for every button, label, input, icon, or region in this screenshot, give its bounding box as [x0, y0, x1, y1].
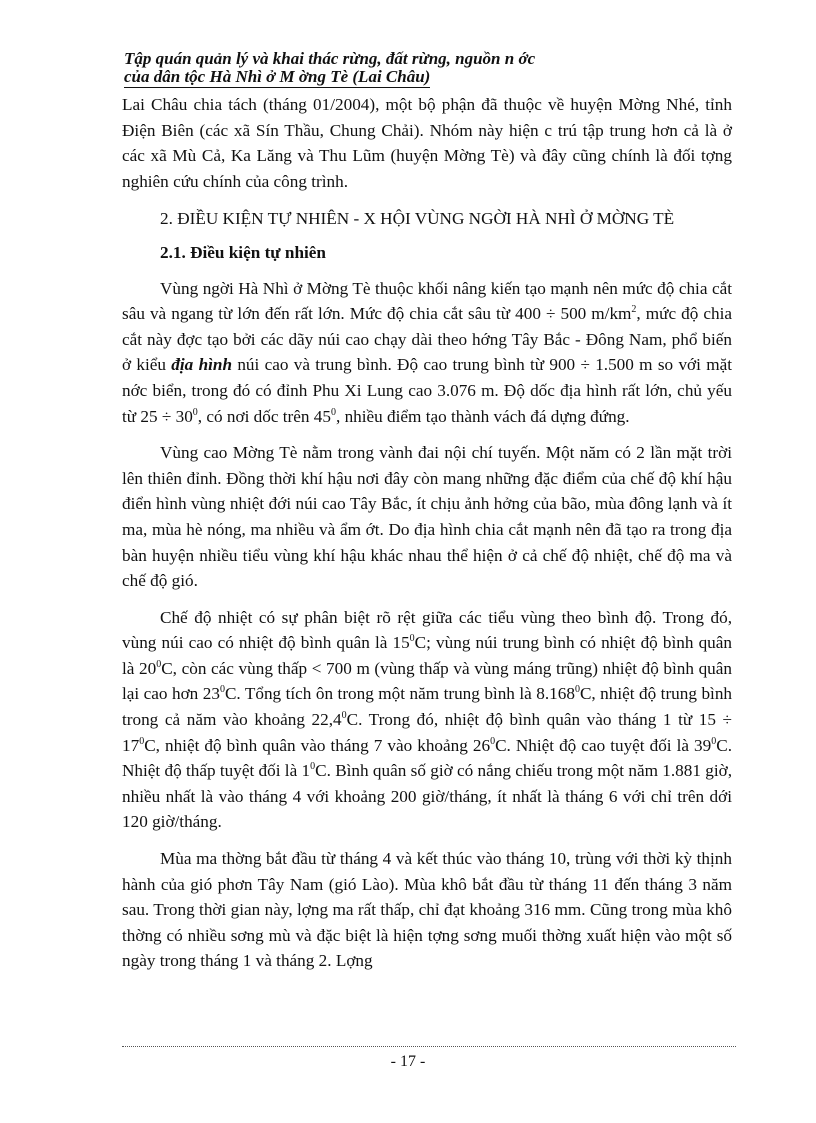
superscript: 0: [330, 406, 336, 418]
text-run: Vùng ngời Hà Nhì ở Mờng Tè thuộc khối nâng kiến tạo mạnh nên mức độ chia cắt sâu và ngang từ lớn đến rất lớn. Mức độ chia cắt sâu từ 400 ÷ 500 m/km: [122, 278, 732, 324]
text-run: , có nơi dốc trên 45: [197, 406, 331, 426]
text-run: C, nhiệt độ bình quân vào tháng 7 vào khoảng 26: [144, 735, 491, 755]
page-body: [122, 92, 732, 985]
text-run: , nhiều điểm tạo thành vách đá dựng đứng.: [335, 406, 630, 426]
text-run: C. Tổng tích ôn trong một năm trung bình là 8.168: [224, 684, 575, 704]
superscript: 0: [341, 710, 347, 722]
paragraph-intro: Lai Châu chia tách (tháng 01/2004), một bộ phận đã thuộc về huyện Mờng Nhé, tỉnh Điện Biên (các xã Sín Thầu, Chung Chải). Nhóm này hiện c trú tập trung hơn cả là ở các xã Mù Cả, Ka Lăng và Thu Lũm (huyện Mờng Tè) và đây cũng chính là đối tợng nghiên cứu chính của công trình.: [122, 95, 732, 191]
text-run: , mức độ chia cắt này đợc tạo bởi các dãy núi cao chạy dài theo hớng Tây Bắc - Đông Nam, phổ biến ở kiểu: [122, 304, 732, 375]
page-number: - 17 -: [390, 1053, 426, 1070]
footer-divider: [122, 1046, 736, 1047]
running-header: [124, 50, 704, 88]
text-run: núi cao và trung bình. Độ cao trung bình từ 900 ÷ 1.500 m so với mặt nớc biển, trong đó có đỉnh Phu Xi Lung cao 3.076 m. Độ dốc địa hình rất lớn, chủ yếu từ 25 ÷ 30: [122, 355, 732, 426]
superscript: 0: [219, 684, 225, 696]
emphasis-term: địa hình: [171, 355, 233, 375]
superscript: 0: [156, 658, 162, 670]
text-run: C. Trong đó, nhiệt độ bình quân vào tháng 1 từ 15 ÷ 17: [122, 710, 732, 755]
text-run: C, còn các vùng thấp < 700 m (vùng thấp và vùng máng trũng) nhiệt độ bình quân lại cao hơn 23: [122, 658, 732, 704]
paragraph-rainfall: Mùa ma thờng bắt đầu từ tháng 4 và kết thúc vào tháng 10, trùng với thời kỳ thịnh hành của gió phơn Tây Nam (gió Lào). Mùa khô bắt đầu từ tháng 11 đến tháng 3 năm sau. Trong thời gian này, lợng ma rất thấp, chỉ đạt khoảng 316 mm. Cũng trong mùa khô thờng có nhiều sơng mù và đặc biệt là hiện tợng sơng muối thờng xuất hiện vào một số ngày trong tháng 1 và tháng 2. Lợng: [122, 849, 732, 971]
paragraph-terrain: [122, 276, 732, 430]
superscript: 0: [139, 735, 145, 747]
text-run: C, nhiệt độ trung bình trong cả năm vào khoảng 22,4: [122, 684, 733, 730]
superscript: 0: [711, 735, 717, 747]
paragraph-climate: Vùng cao Mờng Tè nằm trong vành đai nội chí tuyến. Một năm có 2 lần mặt trời lên thiên đỉnh. Đồng thời khí hậu nơi đây còn mang những đặc điểm của chế độ khí hậu điển hình vùng nhiệt đới núi cao Tây Bắc, ít chịu ảnh hởng của bão, mùa đông lạnh và ít ma, mùa hè nóng, ma nhiều và ẩm ớt. Do địa hình chia cắt mạnh nên đã tạo ra trong địa bàn huyện nhiều tiểu vùng khí hậu khác nhau thể hiện ở cả chế độ nhiệt, chế độ ma và chế độ gió.: [122, 443, 732, 591]
text-run: C. Nhiệt độ cao tuyệt đối là 39: [495, 735, 712, 755]
subsection-heading: 2.1. Điều kiện tự nhiên: [160, 242, 326, 262]
superscript: 0: [574, 684, 580, 696]
text-run: C. Bình quân số giờ có nắng chiếu trong một năm 1.881 giờ, nhiều nhất là vào tháng 4 với khoảng 200 giờ/tháng, ít nhất là tháng 6 với chỉ trên dới 120 giờ/tháng.: [122, 761, 732, 832]
section-heading: 2. ĐIỀU KIỆN TỰ NHIÊN - X HỘI VÙNG NGỜI HÀ NHÌ Ở MỜNG TÈ: [160, 209, 675, 229]
text-run: C. Nhiệt độ thấp tuyệt đối là 1: [122, 735, 733, 781]
header-line-2: của dân tộc Hà Nhì ở M ờng Tè (Lai Châu): [124, 67, 431, 86]
text-run: C; vùng núi trung bình có nhiệt độ bình quân là 20: [122, 633, 732, 678]
superscript: 0: [409, 633, 415, 645]
superscript: 0: [192, 406, 198, 418]
superscript: 2: [631, 304, 637, 316]
paragraph-temperature: [122, 605, 732, 835]
header-line-1: Tập quán quản lý và khai thác rừng, đất rừng, nguồn n ớc: [124, 49, 536, 68]
superscript: 0: [310, 761, 316, 773]
superscript: 0: [490, 735, 496, 747]
text-run: Chế độ nhiệt có sự phân biệt rõ rệt giữa các tiểu vùng theo bình độ. Trong đó, vùng núi cao có nhiệt độ bình quân là 15: [122, 607, 732, 653]
